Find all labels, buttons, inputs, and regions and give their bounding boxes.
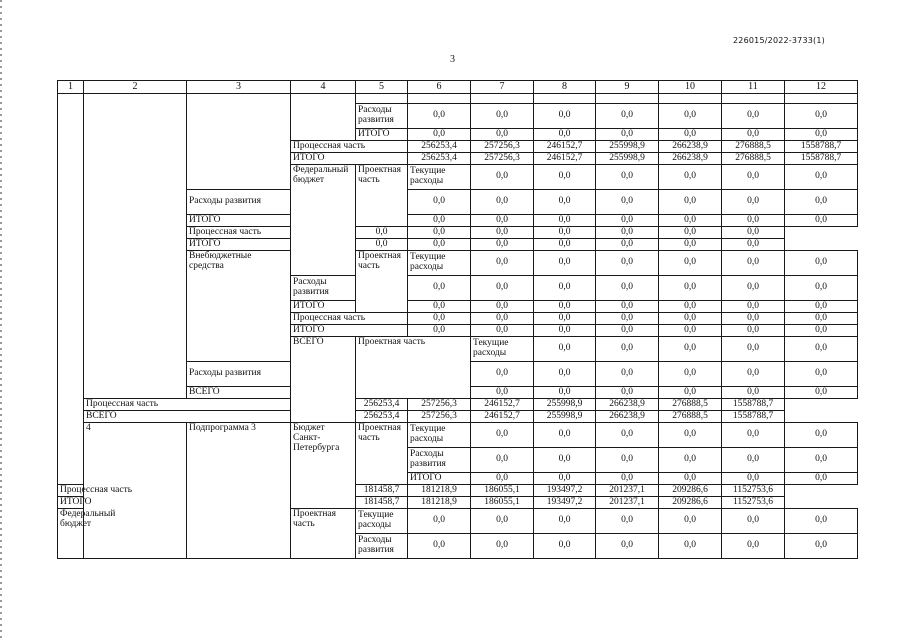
value-cell: 0,0 — [722, 534, 785, 559]
value-cell: 0,0 — [534, 276, 596, 301]
value-cell: 0,0 — [659, 423, 722, 448]
value-cell: 0,0 — [785, 509, 858, 534]
source-label: Внебюджетные средства — [187, 251, 291, 362]
value-cell: 0,0 — [471, 387, 534, 399]
part-cell — [291, 94, 356, 141]
value-cell: 0,0 — [471, 362, 534, 387]
value-cell — [534, 94, 596, 104]
value-cell: 266238,9 — [596, 399, 659, 411]
value-cell: 0,0 — [534, 301, 596, 313]
value-cell: 0,0 — [785, 337, 858, 362]
value-cell: 0,0 — [785, 104, 858, 129]
value-cell: 0,0 — [596, 276, 659, 301]
table-row — [58, 423, 858, 448]
value-cell: 181458,7 — [356, 485, 408, 497]
value-cell: 0,0 — [722, 448, 785, 473]
value-cell: 1152753,6 — [722, 497, 785, 509]
value-cell — [471, 94, 534, 104]
value-cell: 0,0 — [722, 313, 785, 325]
value-cell: 0,0 — [596, 534, 659, 559]
total-label: ИТОГО — [291, 153, 408, 165]
value-cell: 255998,9 — [534, 411, 596, 423]
value-cell: 0,0 — [408, 325, 471, 337]
total-label: ИТОГО — [408, 473, 471, 485]
value-cell: 181218,9 — [408, 485, 471, 497]
expense-type-label: Текущие расходы — [356, 509, 408, 534]
process-part-label: Процессная часть — [291, 313, 408, 325]
value-cell: 1152753,6 — [722, 485, 785, 497]
value-cell: 0,0 — [785, 448, 858, 473]
value-cell: 255998,9 — [534, 399, 596, 411]
expense-type-label: Расходы развития — [408, 448, 471, 473]
value-cell: 0,0 — [471, 129, 534, 141]
value-cell: 0,0 — [471, 325, 534, 337]
column-header: 5 — [356, 81, 408, 94]
value-cell: 0,0 — [534, 190, 596, 215]
project-part-label: Проектная часть — [356, 251, 408, 313]
table-row — [58, 399, 858, 411]
expense-type-label: Текущие расходы — [408, 423, 471, 448]
value-cell: 0,0 — [722, 362, 785, 387]
value-cell: 257256,3 — [408, 399, 471, 411]
value-cell: 0,0 — [659, 534, 722, 559]
table-row — [58, 81, 858, 94]
value-cell: 0,0 — [722, 227, 785, 239]
value-cell: 256253,4 — [356, 399, 408, 411]
value-cell: 0,0 — [785, 473, 858, 485]
expense-type-label: Расходы развития — [291, 276, 356, 301]
value-cell: 257256,3 — [408, 411, 471, 423]
value-cell: 0,0 — [471, 190, 534, 215]
value-cell: 256253,4 — [408, 153, 471, 165]
value-cell: 0,0 — [471, 473, 534, 485]
value-cell: 0,0 — [785, 325, 858, 337]
value-cell: 181458,7 — [356, 497, 408, 509]
project-part-label: Проектная часть — [356, 423, 408, 485]
value-cell: 0,0 — [659, 190, 722, 215]
value-cell: 0,0 — [534, 165, 596, 190]
value-cell: 0,0 — [596, 301, 659, 313]
value-cell: 0,0 — [722, 165, 785, 190]
table-row — [58, 411, 858, 423]
value-cell: 0,0 — [408, 276, 471, 301]
value-cell: 0,0 — [534, 129, 596, 141]
value-cell: 0,0 — [408, 313, 471, 325]
value-cell: 0,0 — [471, 301, 534, 313]
value-cell: 0,0 — [534, 337, 596, 362]
expense-type-label: Расходы развития — [356, 534, 408, 559]
value-cell: 0,0 — [534, 313, 596, 325]
value-cell: 0,0 — [408, 239, 471, 251]
row-number-cell: 4 — [84, 423, 187, 559]
value-cell: 0,0 — [408, 534, 471, 559]
value-cell: 0,0 — [722, 423, 785, 448]
value-cell: 186055,1 — [471, 497, 534, 509]
value-cell: 0,0 — [722, 473, 785, 485]
value-cell: 0,0 — [785, 129, 858, 141]
value-cell: 0,0 — [722, 337, 785, 362]
value-cell — [785, 94, 858, 104]
value-cell: 0,0 — [596, 104, 659, 129]
value-cell: 0,0 — [534, 423, 596, 448]
value-cell: 1558788,7 — [785, 153, 858, 165]
value-cell: 246152,7 — [534, 153, 596, 165]
value-cell: 0,0 — [471, 313, 534, 325]
value-cell: 0,0 — [722, 509, 785, 534]
value-cell: 0,0 — [534, 215, 596, 227]
value-cell — [722, 94, 785, 104]
column-header: 7 — [471, 81, 534, 94]
value-cell: 276888,5 — [659, 399, 722, 411]
value-cell: 0,0 — [659, 325, 722, 337]
value-cell: 0,0 — [785, 215, 858, 227]
value-cell: 0,0 — [408, 509, 471, 534]
value-cell: 0,0 — [596, 129, 659, 141]
value-cell: 181218,9 — [408, 497, 471, 509]
value-cell: 246152,7 — [471, 411, 534, 423]
value-cell: 1558788,7 — [785, 141, 858, 153]
value-cell: 0,0 — [596, 313, 659, 325]
value-cell: 0,0 — [471, 276, 534, 301]
value-cell: 0,0 — [408, 190, 471, 215]
grand-total-label: ВСЕГО — [84, 411, 356, 423]
process-part-label: Процессная часть — [58, 485, 187, 497]
total-label: ИТОГО — [187, 215, 291, 227]
value-cell: 0,0 — [471, 423, 534, 448]
value-cell: 0,0 — [659, 362, 722, 387]
source-label: Федеральный бюджет — [58, 509, 84, 559]
value-cell: 0,0 — [722, 215, 785, 227]
value-cell: 0,0 — [534, 448, 596, 473]
value-cell: 0,0 — [722, 301, 785, 313]
value-cell: 209286,6 — [659, 497, 722, 509]
budget-table — [57, 80, 858, 559]
value-cell: 0,0 — [659, 276, 722, 301]
program-label: Подпрограмма 3 — [187, 423, 291, 559]
value-cell: 0,0 — [659, 448, 722, 473]
page-number: 3 — [450, 54, 455, 65]
project-part-label: Проектная часть — [291, 509, 356, 559]
value-cell: 0,0 — [722, 129, 785, 141]
value-cell: 0,0 — [356, 227, 408, 239]
value-cell: 201237,1 — [596, 485, 659, 497]
value-cell: 0,0 — [785, 313, 858, 325]
total-label: ВСЕГО — [187, 387, 291, 399]
column-header: 11 — [722, 81, 785, 94]
value-cell: 0,0 — [785, 534, 858, 559]
value-cell: 276888,5 — [659, 411, 722, 423]
value-cell: 0,0 — [722, 276, 785, 301]
value-cell: 0,0 — [659, 227, 722, 239]
value-cell: 0,0 — [534, 534, 596, 559]
value-cell: 0,0 — [596, 165, 659, 190]
value-cell: 0,0 — [785, 301, 858, 313]
total-label: ИТОГО — [58, 497, 187, 509]
value-cell: 0,0 — [785, 423, 858, 448]
value-cell: 256253,4 — [356, 411, 408, 423]
total-label: ИТОГО — [291, 325, 408, 337]
value-cell: 193497,2 — [534, 497, 596, 509]
value-cell: 0,0 — [596, 215, 659, 227]
value-cell: 0,0 — [722, 239, 785, 251]
process-part-label: Процессная часть — [84, 399, 356, 411]
value-cell: 0,0 — [596, 337, 659, 362]
project-part-label: Проектная часть — [356, 337, 471, 399]
column-header: 6 — [408, 81, 471, 94]
value-cell: 0,0 — [471, 227, 534, 239]
value-cell: 0,0 — [785, 190, 858, 215]
process-part-label: Процессная часть — [187, 227, 356, 239]
value-cell: 0,0 — [785, 165, 858, 190]
value-cell: 0,0 — [471, 239, 534, 251]
value-cell: 0,0 — [408, 301, 471, 313]
value-cell: 0,0 — [408, 215, 471, 227]
source-cell — [187, 94, 291, 190]
value-cell: 0,0 — [596, 387, 659, 399]
value-cell: 186055,1 — [471, 485, 534, 497]
value-cell: 0,0 — [471, 509, 534, 534]
value-cell: 0,0 — [785, 362, 858, 387]
total-label: ИТОГО — [356, 129, 408, 141]
value-cell: 0,0 — [534, 239, 596, 251]
value-cell: 0,0 — [596, 190, 659, 215]
value-cell: 0,0 — [785, 387, 858, 399]
grand-total-label: ВСЕГО — [291, 337, 356, 423]
expense-type-label: Расходы развития — [187, 190, 291, 215]
value-cell: 0,0 — [356, 239, 408, 251]
value-cell: 0,0 — [534, 251, 596, 276]
value-cell: 201237,1 — [596, 497, 659, 509]
column-header: 3 — [187, 81, 291, 94]
value-cell: 0,0 — [722, 387, 785, 399]
value-cell: 0,0 — [659, 104, 722, 129]
value-cell: 0,0 — [659, 387, 722, 399]
value-cell: 0,0 — [408, 227, 471, 239]
value-cell: 0,0 — [534, 227, 596, 239]
value-cell: 0,0 — [596, 473, 659, 485]
column-header: 1 — [58, 81, 84, 94]
column-header: 4 — [291, 81, 356, 94]
value-cell — [596, 94, 659, 104]
value-cell: 246152,7 — [534, 141, 596, 153]
table-row — [58, 497, 858, 509]
total-label: ИТОГО — [187, 239, 356, 251]
value-cell: 0,0 — [659, 313, 722, 325]
value-cell: 209286,6 — [659, 485, 722, 497]
expense-type-label: Текущие расходы — [408, 251, 471, 276]
table-row — [58, 94, 858, 104]
project-part-label: Проектная часть — [356, 165, 408, 227]
value-cell: 0,0 — [659, 509, 722, 534]
value-cell: 0,0 — [534, 387, 596, 399]
value-cell: 0,0 — [596, 423, 659, 448]
value-cell: 0,0 — [659, 129, 722, 141]
value-cell — [408, 94, 471, 104]
value-cell: 0,0 — [471, 251, 534, 276]
value-cell: 0,0 — [596, 239, 659, 251]
value-cell: 0,0 — [596, 448, 659, 473]
value-cell: 0,0 — [659, 215, 722, 227]
value-cell: 0,0 — [596, 509, 659, 534]
value-cell: 0,0 — [596, 362, 659, 387]
value-cell: 0,0 — [534, 362, 596, 387]
value-cell: 246152,7 — [471, 399, 534, 411]
value-cell: 0,0 — [471, 448, 534, 473]
value-cell: 266238,9 — [659, 141, 722, 153]
value-cell: 0,0 — [659, 301, 722, 313]
value-cell: 0,0 — [722, 325, 785, 337]
value-cell: 0,0 — [534, 509, 596, 534]
expense-type-label: Текущие расходы — [471, 337, 534, 362]
scan-edge-mark — [0, 0, 2, 640]
value-cell: 0,0 — [722, 190, 785, 215]
expense-type-label: Расходы развития — [187, 362, 291, 387]
value-cell: 0,0 — [471, 165, 534, 190]
value-cell: 255998,9 — [596, 153, 659, 165]
value-cell: 266238,9 — [596, 411, 659, 423]
value-cell: 0,0 — [471, 534, 534, 559]
table-cell — [356, 94, 408, 104]
value-cell: 0,0 — [596, 325, 659, 337]
value-cell: 257256,3 — [471, 141, 534, 153]
column-header: 12 — [785, 81, 858, 94]
source-label: Федеральный бюджет — [291, 165, 356, 276]
expense-type-label: Расходы развития — [356, 104, 408, 129]
value-cell: 0,0 — [659, 165, 722, 190]
value-cell: 0,0 — [785, 276, 858, 301]
value-cell: 0,0 — [659, 251, 722, 276]
value-cell: 256253,4 — [408, 141, 471, 153]
value-cell: 0,0 — [722, 251, 785, 276]
value-cell: 0,0 — [471, 215, 534, 227]
column-header: 9 — [596, 81, 659, 94]
column-header: 8 — [534, 81, 596, 94]
value-cell: 276888,5 — [722, 141, 785, 153]
value-cell: 0,0 — [659, 337, 722, 362]
value-cell: 0,0 — [534, 473, 596, 485]
value-cell: 193497,2 — [534, 485, 596, 497]
row-number-cell — [58, 94, 84, 485]
column-header: 10 — [659, 81, 722, 94]
value-cell: 276888,5 — [722, 153, 785, 165]
value-cell — [659, 94, 722, 104]
value-cell: 0,0 — [659, 473, 722, 485]
value-cell: 0,0 — [596, 227, 659, 239]
value-cell: 1558788,7 — [722, 411, 785, 423]
value-cell: 0,0 — [471, 104, 534, 129]
value-cell: 1558788,7 — [722, 399, 785, 411]
program-cell — [84, 94, 187, 399]
value-cell: 0,0 — [659, 239, 722, 251]
expense-type-label: Текущие расходы — [408, 165, 471, 190]
total-label: ИТОГО — [291, 301, 356, 313]
value-cell: 266238,9 — [659, 153, 722, 165]
value-cell: 0,0 — [596, 251, 659, 276]
process-part-label: Процессная часть — [291, 141, 408, 153]
value-cell: 0,0 — [408, 104, 471, 129]
document-id: 226015/2022-3733(1) — [733, 36, 825, 45]
column-header: 2 — [84, 81, 187, 94]
table-row — [58, 485, 858, 497]
value-cell: 0,0 — [408, 129, 471, 141]
value-cell: 0,0 — [534, 104, 596, 129]
value-cell: 0,0 — [722, 104, 785, 129]
value-cell: 257256,3 — [471, 153, 534, 165]
value-cell: 0,0 — [534, 325, 596, 337]
value-cell: 255998,9 — [596, 141, 659, 153]
value-cell: 0,0 — [785, 251, 858, 276]
source-label: Бюджет Санкт-Петербурга — [291, 423, 356, 509]
